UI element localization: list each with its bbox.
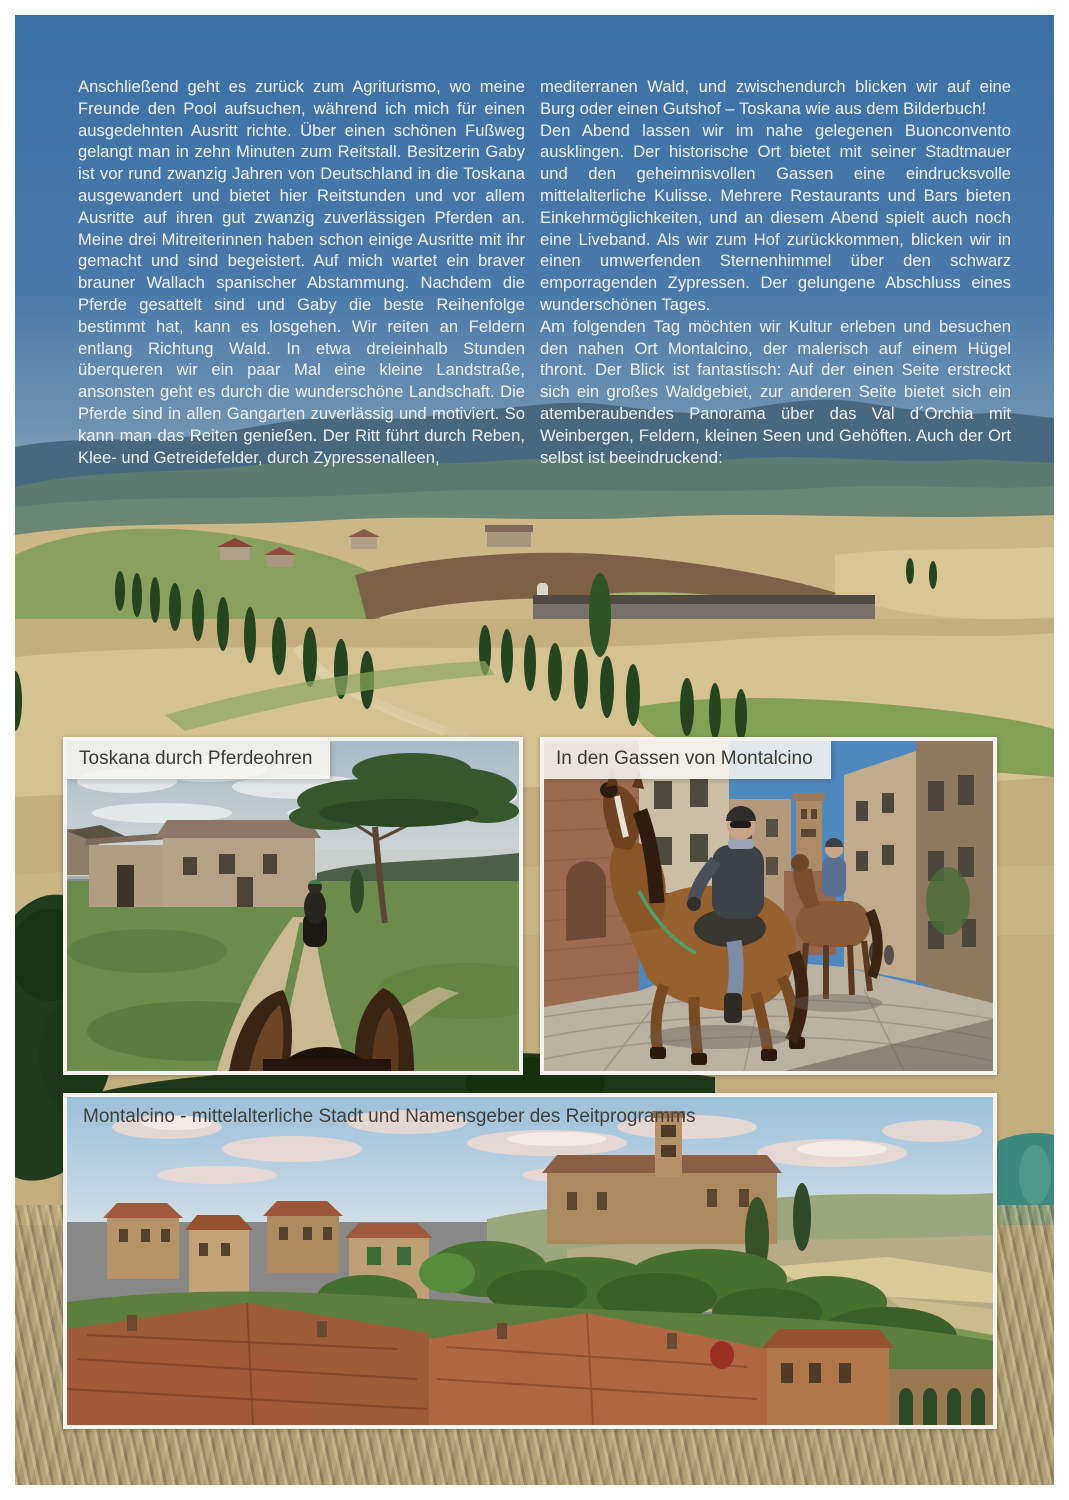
article-column-left (78, 76, 525, 468)
photo-caption-box (544, 741, 831, 779)
photo-montalcino-panorama (63, 1093, 997, 1429)
photo-toskana-pferdeohren (63, 737, 523, 1075)
photo-caption: Montalcino - mittelalterliche Stadt und Namensgeber des Reitprogramms (83, 1106, 696, 1127)
article-paragraph: mediterranen Wald, und zwischendurch blicken wir auf eine Burg oder einen Gutshof – Toskana wie aus dem Bilderbuch! (540, 77, 1011, 118)
article-paragraph: Den Abend lassen wir im nahe gelegenen Buonconvento ausklingen. Der historische Ort bietet mit seiner Stadtmauer und den geheimnisvollen Gassen eine eindrucksvolle mittelalterliche Kulisse. Mehrere Restaurants und Bars bieten Einkehrmöglichkeiten, und an diesem Abend spielt auch noch eine Liveband. Als wir zum Hof zurückkommen, blicken wir in einen umwerfenden Sternenhimmel über den schwarz emporragenden Zypressen. Der gelungene Abschluss eines wunderschönen Tages. (540, 120, 1011, 314)
article-column-right (540, 76, 1011, 468)
photo-gassen-von-montalcino (540, 737, 997, 1075)
photo-caption: In den Gassen von Montalcino (556, 748, 813, 769)
article-paragraph: Am folgenden Tag möchten wir Kultur erleben und besuchen den nahen Ort Montalcino, der malerisch auf einem Hügel thront. Der Blick ist fantastisch: Auf der einen Seite erstreckt sich ein großes Waldgebiet, zur anderen Seite bietet sich ein atemberaubendes Panorama über das Val d´Orchia mit Weinbergen, Feldern, kleinen Seen und Gehöften. Auch der Ort selbst ist beeindruckend: (540, 316, 1011, 467)
photo-caption-box (67, 741, 330, 779)
article-paragraph: Anschließend geht es zurück zum Agriturismo, wo meine Freunde den Pool aufsuchen, während ich mich für einen ausgedehnten Ausritt richte. Über einen schönen Fußweg gelangt man in zehn Minuten zum Reitstall. Besitzerin Gaby ist vor rund zwanzig Jahren von Deutschland in die Toskana ausgewandert und bietet hier Reitstunden und vor allem Ausritte auf ihren gut zwanzig zuverlässigen Pferden an. Meine drei Mitreiterinnen haben schon einige Ausritte mit ihr gemacht und sind begeistert. Auf mich wartet ein braver brauner Wallach spanischer Abstammung. Nachdem die Pferde gesattelt sind und Gaby die beste Reihenfolge bestimmt hat, kann es losgehen. Wir reiten an Feldern entlang Richtung Wald. In etwa dreieinhalb Stunden überqueren wir ein paar Mal eine kleine Landstraße, ansonsten geht es durch die wunderschöne Landschaft. Die Pferde sind in allen Gangarten zuverlässig und motiviert. So kann man das Reiten genießen. Der Ritt führt durch Reben, Klee- und Getreidefelder, durch Zypressenalleen, (78, 77, 525, 467)
photo-caption: Toskana durch Pferdeohren (79, 748, 313, 769)
